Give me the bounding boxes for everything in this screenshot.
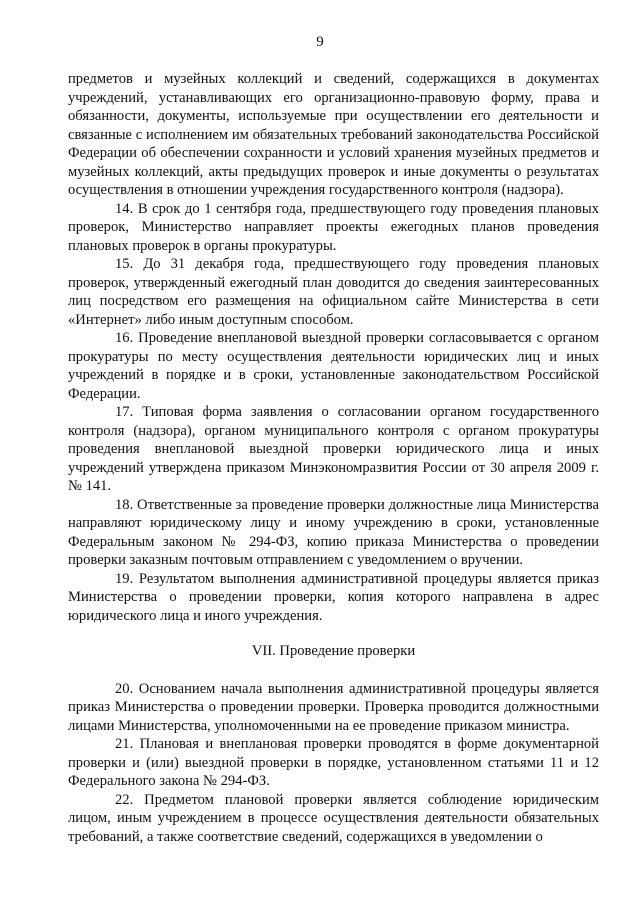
paragraph-continuation: предметов и музейных коллекций и сведений, содержащихся в документах учреждений, устанавливающих его организационно-правовую форму, права и обязанности, документы, используемые при осуществлении его деятельности и связанные с исполнением им обязательных требований законодательства Российской Федерации об обеспечении сохранности и условий хранения музейных предметов и музейных коллекций, акты предыдущих проверок и иные документы о результатах осуществления в отношении учреждения государственного контроля (надзора). xyxy=(68,71,599,198)
paragraph-15: 15. До 31 декабря года, предшествующего году проведения плановых проверок, утвержденный ежегодный план доводится до сведения заинтересованных лиц посредством его размещения на официальном сайте Министерства в сети «Интернет» либо иным доступным способом. xyxy=(68,256,599,328)
paragraph-20: 20. Основанием начала выполнения административной процедуры является приказ Министерства о проведении проверки. Проверка проводится должностными лицами Министерства, уполномоченными на ее проведение приказом министра. xyxy=(68,680,599,734)
document-body xyxy=(68,70,599,846)
section-heading: VII. Проведение проверки xyxy=(251,643,416,659)
paragraph-16: 16. Проведение внеплановой выездной проверки согласовывается с органом прокуратуры по месту осуществления деятельности юридических лиц и иных учреждений в порядке и в сроки, установленные законодательством Российской Федерации. xyxy=(68,330,599,402)
paragraph-22: 22. Предметом плановой проверки является соблюдение юридическим лицом, иным учреждением в процессе осуществления деятельности обязательных требований, а также соответствие сведений, содержащихся в уведомлении о xyxy=(68,791,599,845)
paragraph-14: 14. В срок до 1 сентября года, предшествующего году проведения плановых проверок, Министерство направляет проекты ежегодных планов проведения плановых проверок в органы прокуратуры. xyxy=(68,200,599,254)
paragraph-21: 21. Плановая и внеплановая проверки проводятся в форме документарной проверки и (или) выездной проверки в порядке, установленном статьями 11 и 12 Федерального закона № 294-ФЗ. xyxy=(68,736,599,789)
paragraph-19: 19. Результатом выполнения административной процедуры является приказ Министерства о проведении проверки, копия которого направлена в адрес юридического лица и иного учреждения. xyxy=(68,570,599,624)
page-number: 9 xyxy=(316,34,324,50)
paragraph-18: 18. Ответственные за проведение проверки должностные лица Министерства направляют юридическому лицу и иному учреждению в сроки, установленные Федеральным законом № 294-ФЗ, копию приказа Министерства о проведении проверки заказным почтовым отправлением с уведомлением о вручении. xyxy=(68,496,599,568)
paragraph-17: 17. Типовая форма заявления о согласовании органом государственного контроля (надзора), органом муниципального контроля с органом прокуратуры проведения внеплановой выездной проверки юридического лица и иных учреждений утверждена приказом Минэкономразвития России от 30 апреля 2009 г. № 141. xyxy=(68,404,599,494)
